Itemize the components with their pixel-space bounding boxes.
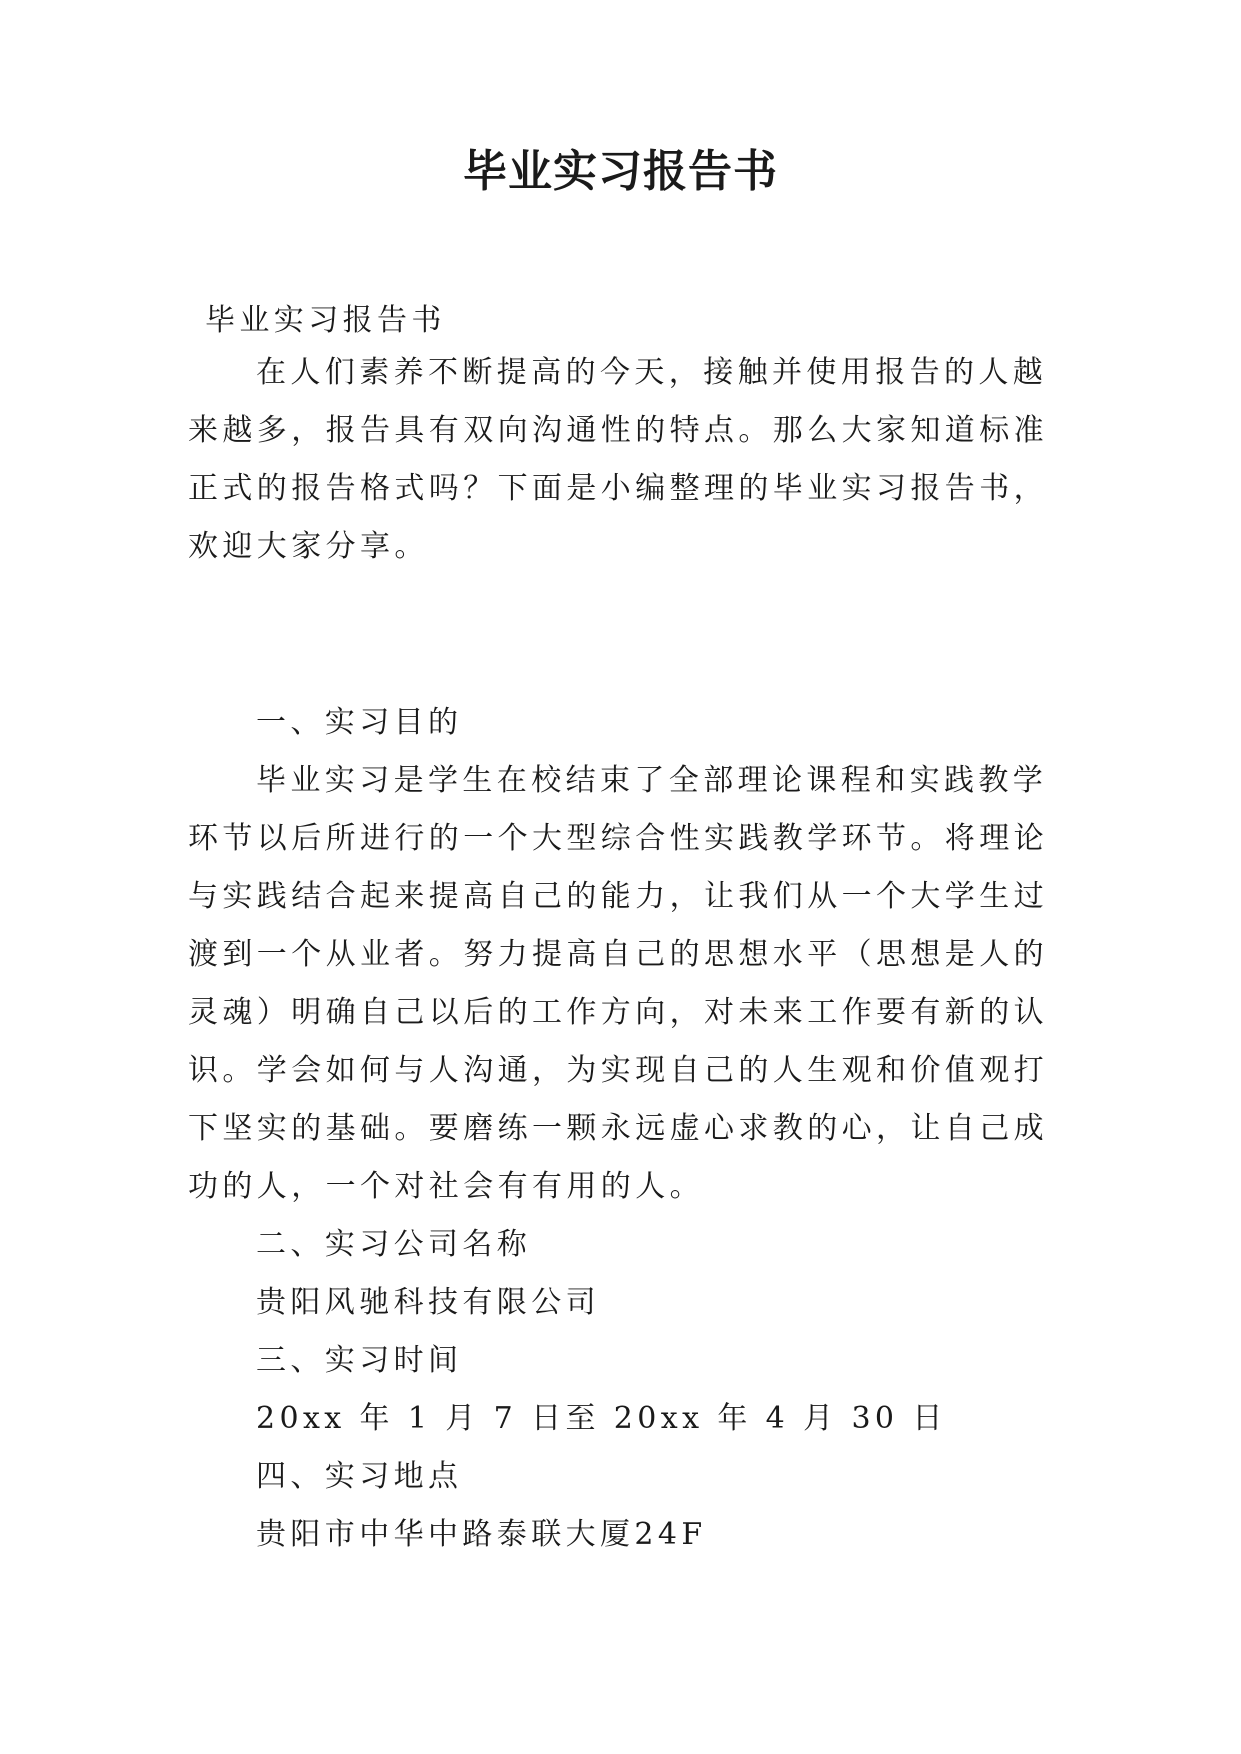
purpose-paragraph: 毕业实习是学生在校结束了全部理论课程和实践教学环节以后所进行的一个大型综合性实践教学环节。将理论与实践结合起来提高自己的能力，让我们从一个大学生过渡到一个从业者。努力提高自己的思想水平（思想是人的灵魂）明确自己以后的工作方向，对未来工作要有新的认识。学会如何与人沟通，为实现自己的人生观和价值观打下坚实的基础。要磨练一颗永远虚心求教的心，让自己成功的人，一个对社会有有用的人。 xyxy=(188,763,1048,1204)
report-body xyxy=(188,694,1053,1564)
section-heading-time: 三、实习时间 xyxy=(256,1343,463,1378)
internship-address: 贵阳市中华中路泰联大厦24F xyxy=(256,1517,707,1552)
section-heading-company: 二、实习公司名称 xyxy=(256,1227,532,1262)
section-heading-location: 四、实习地点 xyxy=(256,1459,463,1494)
section-heading-purpose: 一、实习目的 xyxy=(256,705,463,740)
document-title: 毕业实习报告书 xyxy=(463,146,778,197)
company-name: 贵阳风驰科技有限公司 xyxy=(256,1285,600,1320)
intro-paragraph: 在人们素养不断提高的今天，接触并使用报告的人越来越多，报告具有双向沟通性的特点。那么大家知道标准正式的报告格式吗？下面是小编整理的毕业实习报告书，欢迎大家分享。 xyxy=(188,355,1048,564)
internship-period: 20xx 年 1 月 7 日至 20xx 年 4 月 30 日 xyxy=(256,1401,947,1436)
document-subtitle: 毕业实习报告书 xyxy=(205,303,446,338)
